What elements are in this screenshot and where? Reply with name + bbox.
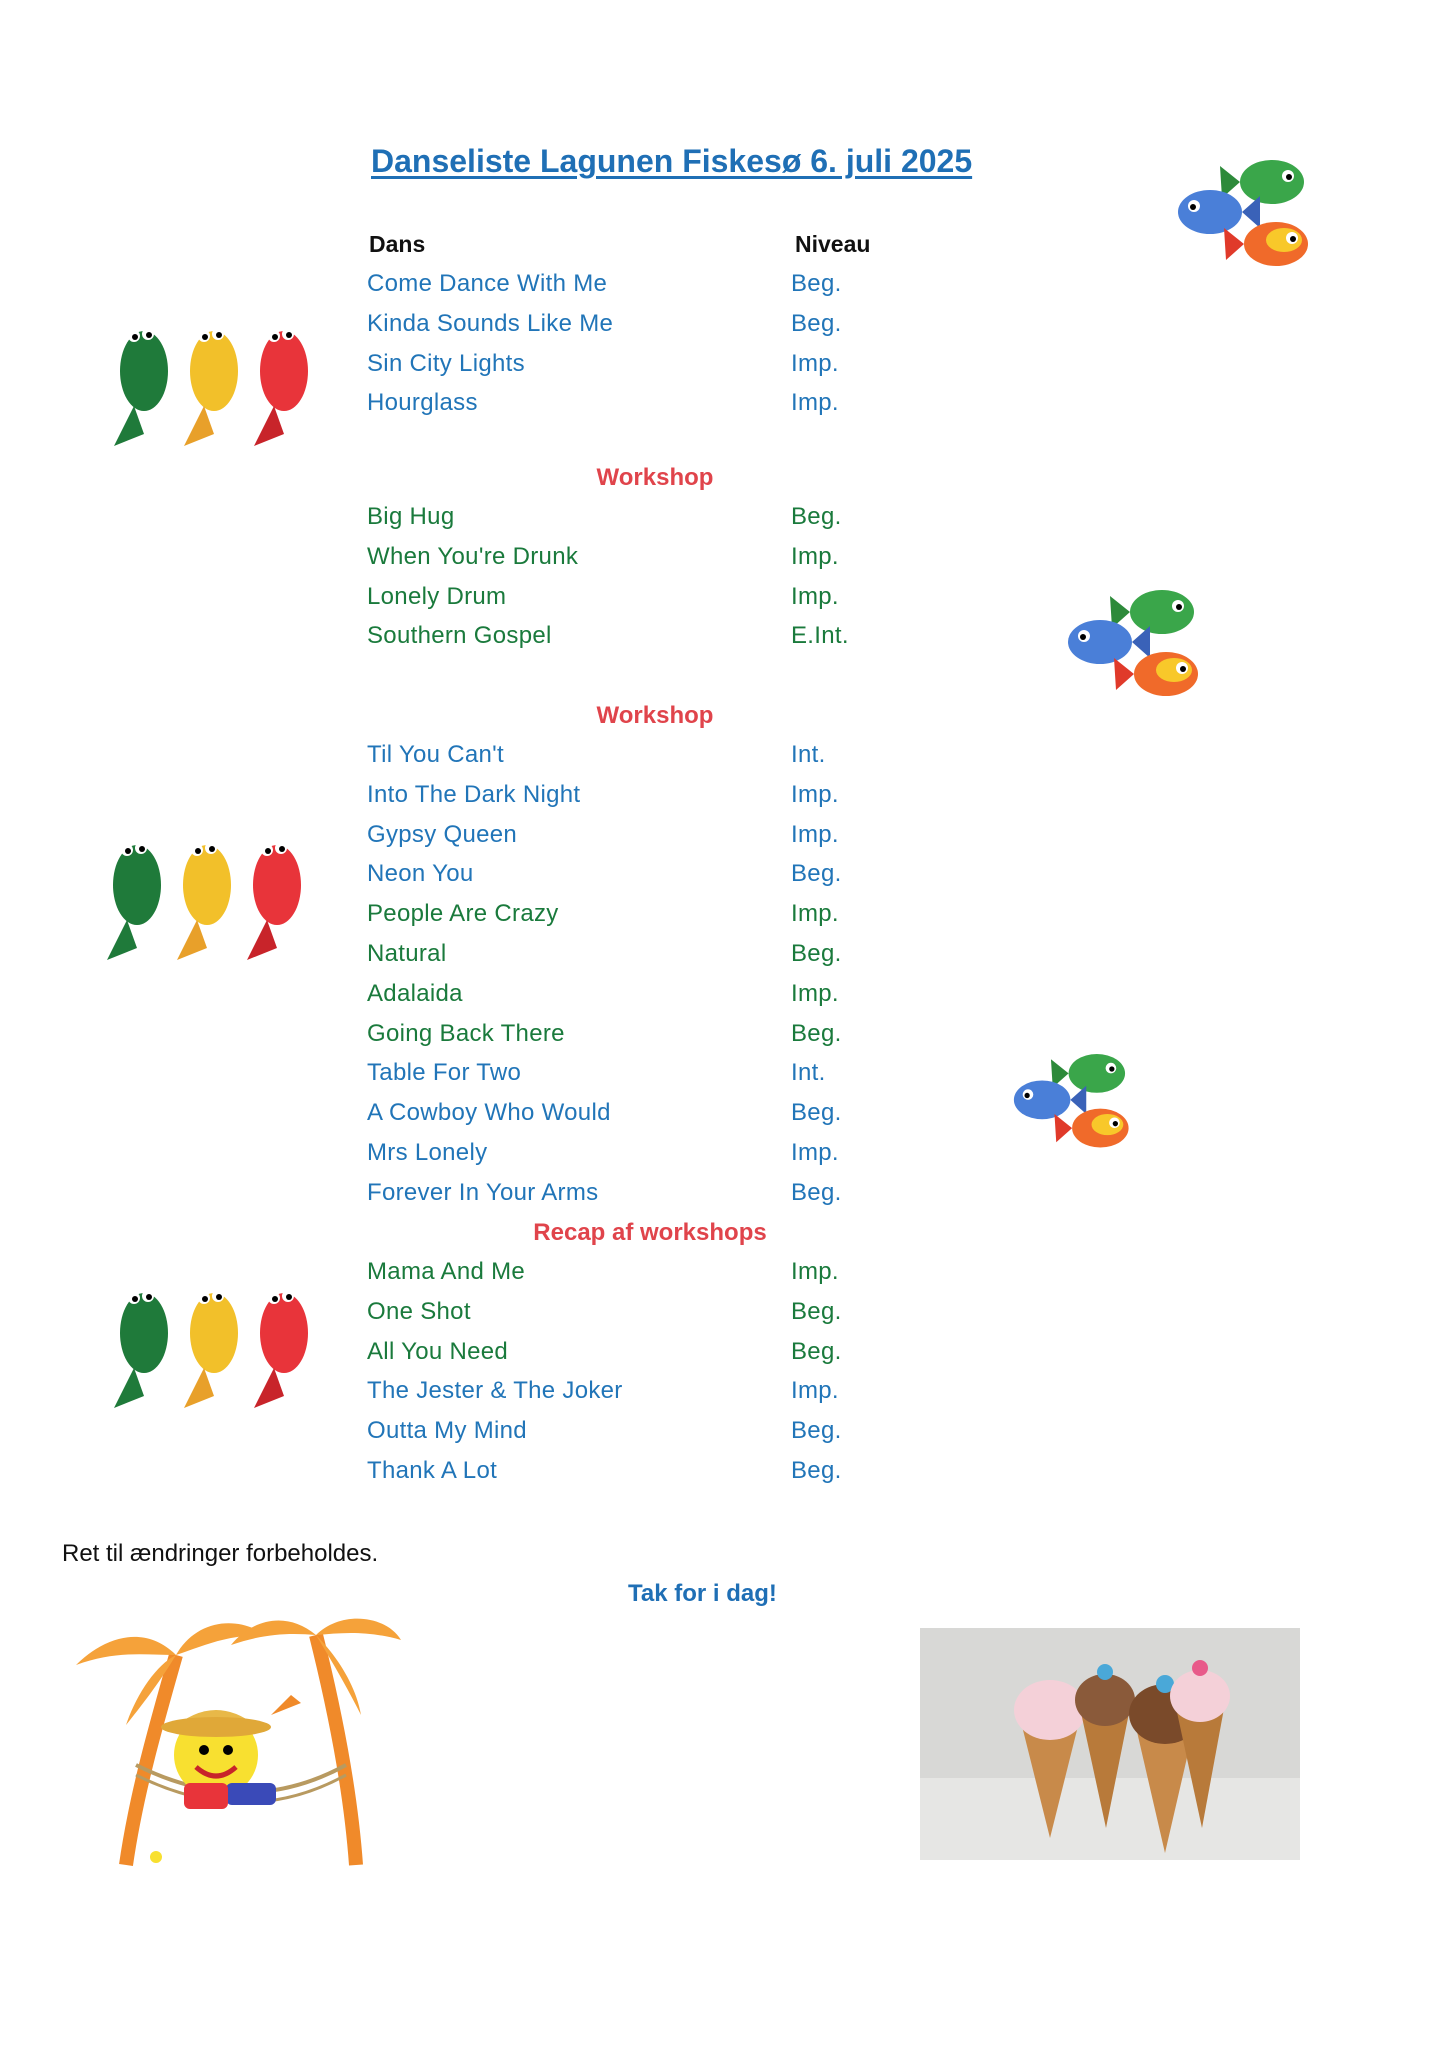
- column-header-level: Niveau: [795, 231, 871, 257]
- dance-level: Imp.: [791, 349, 839, 377]
- three-fish-row-icon: [104, 1278, 319, 1413]
- orange-fish-icon: [1224, 222, 1308, 266]
- red-fish-icon: [247, 842, 301, 960]
- dance-level: Imp.: [791, 780, 839, 808]
- fish-school-icon: [998, 1045, 1148, 1160]
- dance-level: Imp.: [791, 1377, 839, 1405]
- disclaimer-note: Ret til ændringer forbeholdes.: [62, 1540, 379, 1567]
- dance-name: The Jester & The Joker: [367, 1377, 623, 1405]
- dance-level: Imp.: [791, 900, 839, 928]
- section-heading: Workshop: [596, 464, 714, 491]
- fish-school-icon: [1160, 150, 1330, 280]
- dance-level: Beg.: [791, 309, 842, 337]
- dance-level: Beg.: [791, 860, 842, 888]
- dance-name: One Shot: [367, 1297, 471, 1325]
- dance-name: Table For Two: [367, 1059, 522, 1087]
- dance-level: Beg.: [791, 503, 842, 530]
- dance-level: E.Int.: [791, 622, 849, 650]
- dance-name: Southern Gospel: [367, 622, 552, 650]
- section-heading: Workshop: [596, 702, 714, 729]
- dance-level: Beg.: [791, 1417, 842, 1445]
- dance-level: Beg.: [791, 1337, 842, 1365]
- dance-level: Imp.: [791, 1139, 839, 1166]
- dance-name: Come Dance With Me: [367, 270, 608, 297]
- dance-name: Gypsy Queen: [367, 820, 518, 848]
- column-header-dance: Dans: [369, 231, 426, 257]
- yellow-fish-icon: [184, 328, 238, 446]
- dance-name: Going Back There: [367, 1019, 565, 1047]
- yellow-fish-icon: [177, 842, 231, 960]
- dance-level: Beg.: [791, 1099, 842, 1127]
- dance-name: Forever In Your Arms: [367, 1178, 599, 1206]
- dance-level: Imp.: [791, 389, 839, 417]
- section-heading: Recap af workshops: [533, 1219, 767, 1246]
- dance-level: Beg.: [791, 940, 842, 967]
- dance-level: Beg.: [791, 1457, 842, 1484]
- dance-level: Beg.: [791, 1178, 842, 1206]
- palm-trees-sun-hammock-icon: [66, 1605, 426, 1880]
- dance-name: Kinda Sounds Like Me: [367, 309, 614, 337]
- dance-name: All You Need: [367, 1337, 509, 1365]
- dance-name: Hourglass: [367, 389, 478, 417]
- dance-name: People Are Crazy: [367, 900, 559, 928]
- dance-name: Thank A Lot: [367, 1457, 498, 1484]
- green-fish-icon: [107, 842, 161, 960]
- three-fish-row-icon: [97, 830, 312, 965]
- dance-name: Natural: [367, 940, 447, 967]
- page-title: Danseliste Lagunen Fiskesø 6. juli 2025: [371, 143, 973, 179]
- dance-name: Mama And Me: [367, 1258, 526, 1285]
- green-fish-icon: [114, 1290, 168, 1408]
- blue-fish-icon: [1068, 620, 1150, 664]
- dance-level: Beg.: [791, 1297, 842, 1325]
- dance-name: A Cowboy Who Would: [367, 1099, 611, 1127]
- dance-name: Big Hug: [367, 503, 455, 530]
- green-fish-icon: [114, 328, 168, 446]
- yellow-fish-icon: [184, 1290, 238, 1408]
- orange-fish-icon: [1054, 1109, 1128, 1148]
- dance-name: Til You Can't: [367, 741, 505, 768]
- red-fish-icon: [254, 328, 308, 446]
- dance-name: When You're Drunk: [367, 542, 579, 570]
- dance-level: Beg.: [791, 270, 842, 297]
- blue-fish-icon: [1014, 1080, 1086, 1119]
- dance-name: Lonely Drum: [367, 582, 507, 610]
- dance-name: Neon You: [367, 860, 474, 888]
- thanks-message: Tak for i dag!: [628, 1580, 777, 1607]
- ice-cream-cones-photo: [920, 1628, 1300, 1860]
- dance-name: Outta My Mind: [367, 1417, 527, 1445]
- dance-name: Mrs Lonely: [367, 1139, 488, 1166]
- dance-level: Imp.: [791, 979, 839, 1007]
- dance-name: Adalaida: [367, 979, 463, 1007]
- fish-school-icon: [1050, 580, 1220, 710]
- orange-fish-icon: [1114, 652, 1198, 696]
- dance-level: Imp.: [791, 542, 839, 570]
- dance-level: Int.: [791, 1059, 826, 1087]
- dance-level: Imp.: [791, 1258, 839, 1285]
- three-fish-row-icon: [104, 316, 319, 451]
- blue-fish-icon: [1178, 190, 1260, 234]
- dance-level: Int.: [791, 741, 826, 768]
- dance-level: Beg.: [791, 1019, 842, 1047]
- dance-level: Imp.: [791, 820, 839, 848]
- dance-name: Sin City Lights: [367, 349, 525, 377]
- dance-name: Into The Dark Night: [367, 780, 581, 808]
- red-fish-icon: [254, 1290, 308, 1408]
- dance-level: Imp.: [791, 582, 839, 610]
